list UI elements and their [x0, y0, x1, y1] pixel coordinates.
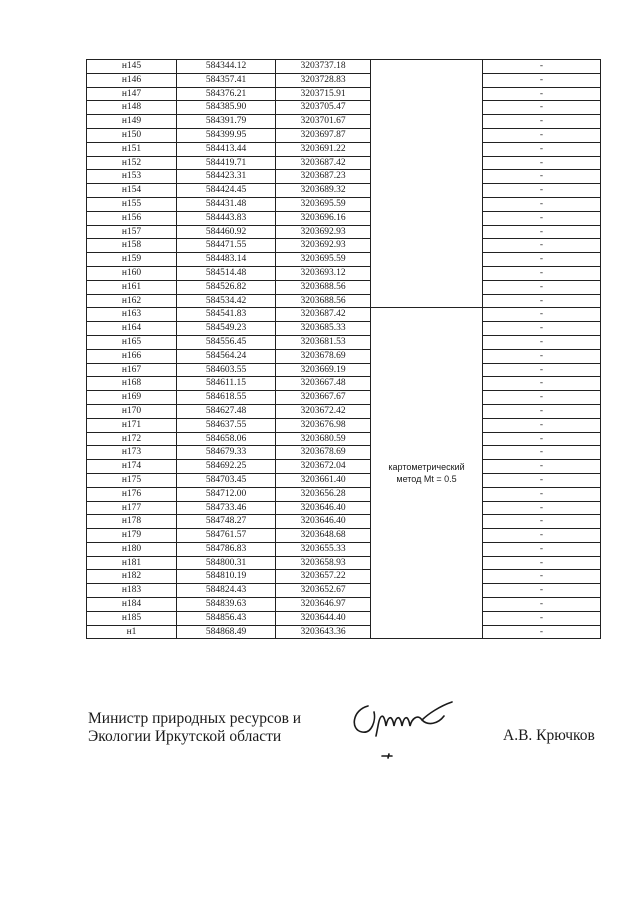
x-coordinate-cell: 584637.55	[177, 418, 276, 432]
dash-cell: -	[483, 418, 601, 432]
x-coordinate-cell: 584800.31	[177, 556, 276, 570]
y-coordinate-cell: 3203693.12	[276, 266, 371, 280]
y-coordinate-cell: 3203701.67	[276, 115, 371, 129]
dash-cell: -	[483, 280, 601, 294]
point-id-cell: н150	[87, 128, 177, 142]
table-row	[87, 322, 601, 336]
dash-cell: -	[483, 87, 601, 101]
y-coordinate-cell: 3203672.04	[276, 460, 371, 474]
dash-cell: -	[483, 611, 601, 625]
x-coordinate-cell: 584748.27	[177, 515, 276, 529]
point-id-cell: н176	[87, 487, 177, 501]
table-row	[87, 363, 601, 377]
coordinates-table	[86, 59, 601, 639]
point-id-cell: н156	[87, 211, 177, 225]
dash-cell: -	[483, 142, 601, 156]
x-coordinate-cell: 584611.15	[177, 377, 276, 391]
table-row	[87, 73, 601, 87]
dash-cell: -	[483, 391, 601, 405]
y-coordinate-cell: 3203737.18	[276, 60, 371, 74]
dash-cell: -	[483, 308, 601, 322]
x-coordinate-cell: 584443.83	[177, 211, 276, 225]
table-row	[87, 584, 601, 598]
point-id-cell: н147	[87, 87, 177, 101]
dash-cell: -	[483, 598, 601, 612]
table-row	[87, 460, 601, 474]
point-id-cell: н155	[87, 197, 177, 211]
point-id-cell: н166	[87, 349, 177, 363]
y-coordinate-cell: 3203661.40	[276, 473, 371, 487]
table-row	[87, 184, 601, 198]
y-coordinate-cell: 3203689.32	[276, 184, 371, 198]
table-row	[87, 142, 601, 156]
dash-cell: -	[483, 294, 601, 308]
table-row	[87, 60, 601, 74]
table-row	[87, 529, 601, 543]
dash-cell: -	[483, 101, 601, 115]
x-coordinate-cell: 584391.79	[177, 115, 276, 129]
y-coordinate-cell: 3203687.42	[276, 156, 371, 170]
x-coordinate-cell: 584564.24	[177, 349, 276, 363]
dash-cell: -	[483, 377, 601, 391]
y-coordinate-cell: 3203695.59	[276, 197, 371, 211]
y-coordinate-cell: 3203715.91	[276, 87, 371, 101]
point-id-cell: н154	[87, 184, 177, 198]
table-row	[87, 625, 601, 639]
y-coordinate-cell: 3203680.59	[276, 432, 371, 446]
y-coordinate-cell: 3203691.22	[276, 142, 371, 156]
dash-cell: -	[483, 584, 601, 598]
y-coordinate-cell: 3203643.36	[276, 625, 371, 639]
x-coordinate-cell: 584603.55	[177, 363, 276, 377]
x-coordinate-cell: 584786.83	[177, 542, 276, 556]
point-id-cell: н164	[87, 322, 177, 336]
point-id-cell: н167	[87, 363, 177, 377]
point-id-cell: н152	[87, 156, 177, 170]
table-row	[87, 266, 601, 280]
dash-cell: -	[483, 487, 601, 501]
dash-cell: -	[483, 197, 601, 211]
table-row	[87, 115, 601, 129]
x-coordinate-cell: 584399.95	[177, 128, 276, 142]
point-id-cell: н182	[87, 570, 177, 584]
y-coordinate-cell: 3203695.59	[276, 253, 371, 267]
table-row	[87, 542, 601, 556]
y-coordinate-cell: 3203676.98	[276, 418, 371, 432]
point-id-cell: н146	[87, 73, 177, 87]
dash-cell: -	[483, 363, 601, 377]
point-id-cell: н180	[87, 542, 177, 556]
x-coordinate-cell: 584460.92	[177, 225, 276, 239]
x-coordinate-cell: 584824.43	[177, 584, 276, 598]
x-coordinate-cell: 584541.83	[177, 308, 276, 322]
dash-cell: -	[483, 432, 601, 446]
dash-cell: -	[483, 211, 601, 225]
x-coordinate-cell: 584526.82	[177, 280, 276, 294]
x-coordinate-cell: 584556.45	[177, 335, 276, 349]
x-coordinate-cell: 584483.14	[177, 253, 276, 267]
x-coordinate-cell: 584703.45	[177, 473, 276, 487]
x-coordinate-cell: 584419.71	[177, 156, 276, 170]
x-coordinate-cell: 584549.23	[177, 322, 276, 336]
dash-cell: -	[483, 239, 601, 253]
x-coordinate-cell: 584761.57	[177, 529, 276, 543]
y-coordinate-cell: 3203687.42	[276, 308, 371, 322]
point-id-cell: н184	[87, 598, 177, 612]
x-coordinate-cell: 584344.12	[177, 60, 276, 74]
point-id-cell: н161	[87, 280, 177, 294]
y-coordinate-cell: 3203656.28	[276, 487, 371, 501]
signatory-position	[88, 710, 301, 746]
x-coordinate-cell: 584839.63	[177, 598, 276, 612]
table-row	[87, 473, 601, 487]
point-id-cell: н159	[87, 253, 177, 267]
dash-cell: -	[483, 349, 601, 363]
point-id-cell: н172	[87, 432, 177, 446]
table-row	[87, 487, 601, 501]
x-coordinate-cell: 584733.46	[177, 501, 276, 515]
table-row	[87, 418, 601, 432]
table-row	[87, 446, 601, 460]
x-coordinate-cell: 584385.90	[177, 101, 276, 115]
dash-cell: -	[483, 253, 601, 267]
y-coordinate-cell: 3203657.22	[276, 570, 371, 584]
signatory-name: А.В. Крючков	[503, 727, 595, 744]
table-row	[87, 335, 601, 349]
dash-cell: -	[483, 322, 601, 336]
x-coordinate-cell: 584679.33	[177, 446, 276, 460]
table-row	[87, 101, 601, 115]
y-coordinate-cell: 3203655.33	[276, 542, 371, 556]
x-coordinate-cell: 584376.21	[177, 87, 276, 101]
point-id-cell: н153	[87, 170, 177, 184]
table-row	[87, 515, 601, 529]
table-row	[87, 308, 601, 322]
point-id-cell: н149	[87, 115, 177, 129]
y-coordinate-cell: 3203678.69	[276, 446, 371, 460]
table-row	[87, 391, 601, 405]
dash-cell: -	[483, 184, 601, 198]
y-coordinate-cell: 3203667.48	[276, 377, 371, 391]
point-id-cell: н163	[87, 308, 177, 322]
table-row	[87, 253, 601, 267]
table-row	[87, 377, 601, 391]
y-coordinate-cell: 3203685.33	[276, 322, 371, 336]
table-row	[87, 225, 601, 239]
dash-cell: -	[483, 501, 601, 515]
x-coordinate-cell: 584431.48	[177, 197, 276, 211]
y-coordinate-cell: 3203667.67	[276, 391, 371, 405]
dash-cell: -	[483, 404, 601, 418]
x-coordinate-cell: 584627.48	[177, 404, 276, 418]
table-row	[87, 432, 601, 446]
y-coordinate-cell: 3203678.69	[276, 349, 371, 363]
dash-cell: -	[483, 570, 601, 584]
table-row	[87, 87, 601, 101]
dash-cell: -	[483, 156, 601, 170]
x-coordinate-cell: 584423.31	[177, 170, 276, 184]
x-coordinate-cell: 584471.55	[177, 239, 276, 253]
x-coordinate-cell: 584534.42	[177, 294, 276, 308]
point-id-cell: н148	[87, 101, 177, 115]
x-coordinate-cell: 584357.41	[177, 73, 276, 87]
x-coordinate-cell: 584424.45	[177, 184, 276, 198]
y-coordinate-cell: 3203646.97	[276, 598, 371, 612]
y-coordinate-cell: 3203697.87	[276, 128, 371, 142]
dash-cell: -	[483, 60, 601, 74]
table-row	[87, 211, 601, 225]
x-coordinate-cell: 584856.43	[177, 611, 276, 625]
point-id-cell: н174	[87, 460, 177, 474]
x-coordinate-cell: 584692.25	[177, 460, 276, 474]
table-row	[87, 280, 601, 294]
y-coordinate-cell: 3203672.42	[276, 404, 371, 418]
dash-cell: -	[483, 625, 601, 639]
dash-cell: -	[483, 115, 601, 129]
table-row	[87, 570, 601, 584]
x-coordinate-cell: 584658.06	[177, 432, 276, 446]
dash-cell: -	[483, 460, 601, 474]
dash-cell: -	[483, 473, 601, 487]
y-coordinate-cell: 3203658.93	[276, 556, 371, 570]
dash-cell: -	[483, 128, 601, 142]
table-row	[87, 349, 601, 363]
y-coordinate-cell: 3203687.23	[276, 170, 371, 184]
x-coordinate-cell: 584618.55	[177, 391, 276, 405]
y-coordinate-cell: 3203646.40	[276, 501, 371, 515]
point-id-cell: н175	[87, 473, 177, 487]
point-id-cell: н160	[87, 266, 177, 280]
y-coordinate-cell: 3203688.56	[276, 280, 371, 294]
point-id-cell: н157	[87, 225, 177, 239]
point-id-cell: н178	[87, 515, 177, 529]
y-coordinate-cell: 3203681.53	[276, 335, 371, 349]
table-row	[87, 404, 601, 418]
y-coordinate-cell: 3203669.19	[276, 363, 371, 377]
point-id-cell: н1	[87, 625, 177, 639]
y-coordinate-cell: 3203692.93	[276, 239, 371, 253]
point-id-cell: н145	[87, 60, 177, 74]
table-row	[87, 294, 601, 308]
table-row	[87, 239, 601, 253]
y-coordinate-cell: 3203705.47	[276, 101, 371, 115]
point-id-cell: н162	[87, 294, 177, 308]
x-coordinate-cell: 584413.44	[177, 142, 276, 156]
y-coordinate-cell: 3203696.16	[276, 211, 371, 225]
dash-cell: -	[483, 446, 601, 460]
y-coordinate-cell: 3203644.40	[276, 611, 371, 625]
y-coordinate-cell: 3203728.83	[276, 73, 371, 87]
y-coordinate-cell: 3203652.67	[276, 584, 371, 598]
method-cell: картометрический метод Mt = 0.5	[371, 308, 483, 639]
dash-cell: -	[483, 529, 601, 543]
dash-cell: -	[483, 335, 601, 349]
x-coordinate-cell: 584810.19	[177, 570, 276, 584]
dash-cell: -	[483, 542, 601, 556]
method-cell-empty	[371, 60, 483, 308]
table-row	[87, 598, 601, 612]
position-line-1: Министр природных ресурсов и	[88, 710, 302, 727]
point-id-cell: н181	[87, 556, 177, 570]
point-id-cell: н151	[87, 142, 177, 156]
dash-cell: -	[483, 225, 601, 239]
point-id-cell: н165	[87, 335, 177, 349]
table-row	[87, 156, 601, 170]
y-coordinate-cell: 3203688.56	[276, 294, 371, 308]
dash-cell: -	[483, 73, 601, 87]
handwritten-signature	[348, 696, 460, 770]
point-id-cell: н183	[87, 584, 177, 598]
table-row	[87, 197, 601, 211]
x-coordinate-cell: 584514.48	[177, 266, 276, 280]
point-id-cell: н179	[87, 529, 177, 543]
table-row	[87, 501, 601, 515]
table-row	[87, 556, 601, 570]
table-row	[87, 128, 601, 142]
table-row	[87, 170, 601, 184]
point-id-cell: н168	[87, 377, 177, 391]
point-id-cell: н177	[87, 501, 177, 515]
table-row	[87, 611, 601, 625]
x-coordinate-cell: 584712.00	[177, 487, 276, 501]
x-coordinate-cell: 584868.49	[177, 625, 276, 639]
dash-cell: -	[483, 515, 601, 529]
dash-cell: -	[483, 266, 601, 280]
dash-cell: -	[483, 556, 601, 570]
point-id-cell: н171	[87, 418, 177, 432]
y-coordinate-cell: 3203692.93	[276, 225, 371, 239]
y-coordinate-cell: 3203648.68	[276, 529, 371, 543]
position-line-2: Экологии Иркутской области	[88, 728, 282, 745]
point-id-cell: н185	[87, 611, 177, 625]
point-id-cell: н158	[87, 239, 177, 253]
point-id-cell: н173	[87, 446, 177, 460]
point-id-cell: н170	[87, 404, 177, 418]
y-coordinate-cell: 3203646.40	[276, 515, 371, 529]
dash-cell: -	[483, 170, 601, 184]
point-id-cell: н169	[87, 391, 177, 405]
